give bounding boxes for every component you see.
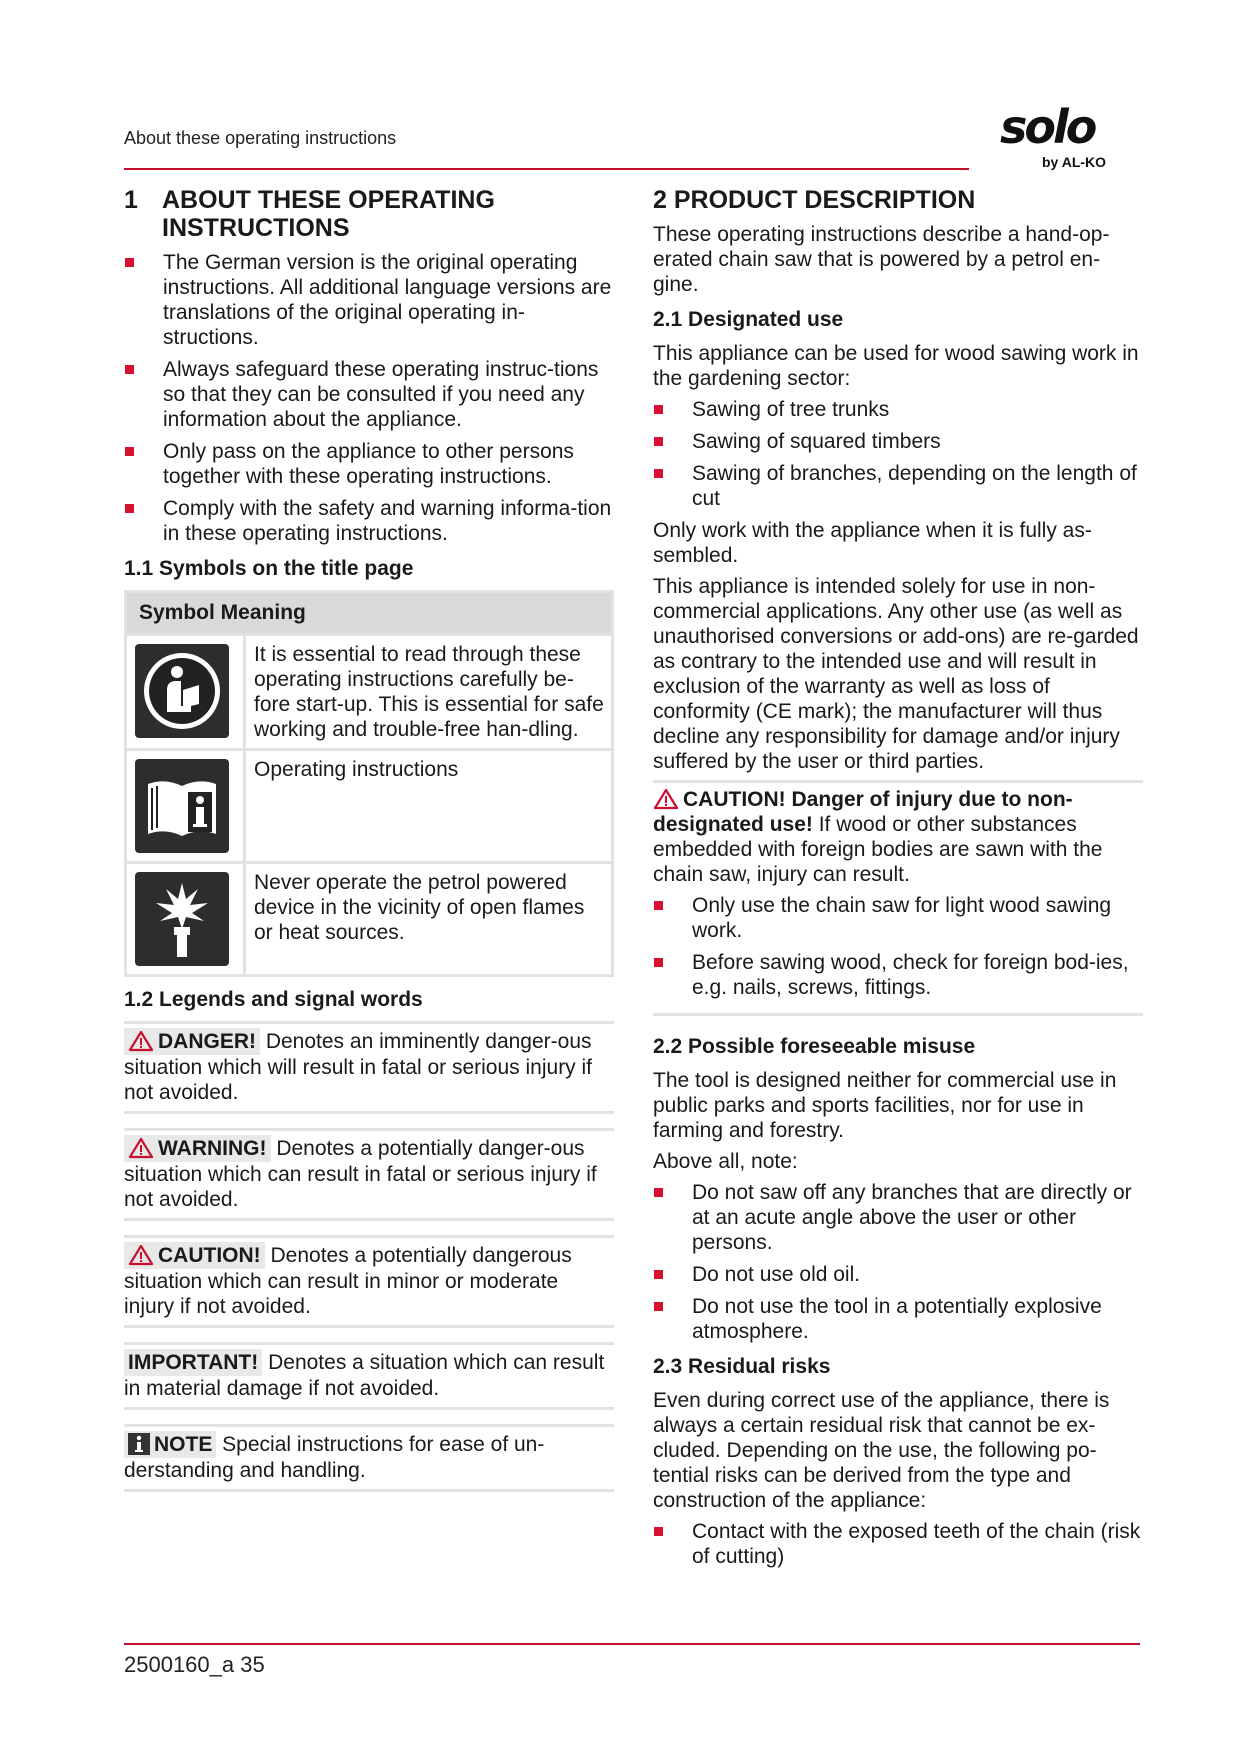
- bullet-square-icon: [125, 258, 134, 267]
- list-item-text: Before sawing wood, check for foreign bod-ies, e.g. nails, screws, fittings.: [692, 951, 1129, 999]
- section-title: PRODUCT DESCRIPTION: [673, 186, 976, 214]
- designated-use-list: [653, 397, 1143, 511]
- table-row: [126, 750, 613, 863]
- table-row: [126, 635, 613, 750]
- list-item-text: Do not use the tool in a potentially explosive atmosphere.: [692, 1295, 1102, 1343]
- table-row: [126, 863, 613, 976]
- warning-signal-box: [124, 1128, 614, 1221]
- solo-logo: [1000, 100, 1140, 176]
- caution-text: Denotes a potentially dangerous situation which can result in minor or moderate injury if not avoided.: [124, 1244, 572, 1318]
- left-column: [124, 186, 614, 1506]
- list-item: [653, 950, 1143, 1000]
- list-item: [653, 1180, 1143, 1255]
- caution-label: CAUTION! Danger of injury due to non-designated use!: [653, 788, 1073, 836]
- bullet-square-icon: [654, 901, 663, 910]
- list-item: [653, 1294, 1143, 1344]
- bullet-square-icon: [654, 437, 663, 446]
- table-header: Symbol Meaning: [126, 592, 613, 635]
- list-item-text: Do not saw off any branches that are directly or at an acute angle above the user or other persons.: [692, 1181, 1132, 1254]
- list-item: [124, 250, 614, 350]
- list-item: [653, 1519, 1143, 1569]
- bullet-square-icon: [654, 405, 663, 414]
- right-column: [653, 186, 1143, 1576]
- list-item-text: Sawing of tree trunks: [692, 398, 890, 421]
- danger-tag: [124, 1028, 260, 1055]
- section-1-2-heading: 1.2 Legends and signal words: [124, 988, 423, 1011]
- table-cell: Never operate the petrol powered device in the vicinity of open flames or heat sources.: [245, 863, 613, 976]
- list-item-text: Comply with the safety and warning informa-tion in these operating instructions.: [163, 497, 612, 545]
- bullet-square-icon: [125, 365, 134, 374]
- section-2-2-heading: 2.2 Possible foreseeable misuse: [653, 1035, 976, 1058]
- caution-tag: [124, 1242, 265, 1269]
- list-item-text: Always safeguard these operating instruc-tions so that they can be consulted if you need any information about the appliance.: [163, 358, 599, 431]
- paragraph: Even during correct use of the appliance, there is always a certain residual risk that cannot be ex-cluded. Depending on the use, the following po-tential risks can be derived from the type and construction of the appliance:: [653, 1389, 1110, 1512]
- section-1-heading: [124, 186, 614, 242]
- bullet-square-icon: [654, 1270, 663, 1279]
- caution-list: [653, 893, 1143, 1000]
- warning-triangle-icon: [653, 788, 679, 810]
- section-number: 1: [124, 186, 138, 214]
- misuse-list: [653, 1180, 1143, 1344]
- operating-instructions-book-icon: [135, 759, 229, 853]
- running-header: About these operating instructions: [124, 128, 397, 148]
- icon-cell: [126, 635, 245, 750]
- read-manual-icon: [135, 644, 229, 738]
- paragraph: Only work with the appliance when it is fully as-sembled.: [653, 519, 1092, 567]
- important-tag: [124, 1349, 262, 1376]
- important-text: Denotes a situation which can result in material damage if not avoided.: [124, 1351, 605, 1400]
- warning-triangle-icon: [128, 1030, 154, 1052]
- section-title: ABOUT THESE OPERATING INSTRUCTIONS: [162, 186, 495, 242]
- header-rule: [124, 168, 969, 170]
- note-text: Special instructions for ease of un-derstanding and handling.: [124, 1433, 545, 1482]
- table-cell: Operating instructions: [245, 750, 613, 863]
- section-2-1-heading: 2.1 Designated use: [653, 308, 844, 331]
- list-item: [124, 439, 614, 489]
- bullet-square-icon: [654, 1188, 663, 1197]
- section-number: 2: [653, 186, 667, 214]
- list-item: [124, 357, 614, 432]
- list-item: [653, 429, 1143, 454]
- residual-risks-list: [653, 1519, 1143, 1569]
- bullet-square-icon: [125, 447, 134, 456]
- section-2-intro: These operating instructions describe a hand-op-erated chain saw that is powered by a petrol en-gine.: [653, 223, 1110, 296]
- info-icon: [128, 1433, 150, 1455]
- list-item: [653, 1262, 1143, 1287]
- note-label: NOTE: [154, 1433, 213, 1456]
- warning-tag: [124, 1135, 271, 1162]
- list-item: [124, 496, 614, 546]
- list-item-text: Contact with the exposed teeth of the chain (risk of cutting): [692, 1520, 1141, 1568]
- danger-text: Denotes an imminently danger-ous situation which will result in fatal or serious injury if not avoided.: [124, 1030, 593, 1104]
- list-item-text: Only use the chain saw for light wood sawing work.: [692, 894, 1112, 942]
- section-2-heading: [653, 186, 1143, 214]
- list-item-text: The German version is the original operating instructions. All additional language versions are translations of the original operating in-structions.: [163, 251, 612, 349]
- list-item-text: Do not use old oil.: [692, 1263, 861, 1286]
- important-signal-box: [124, 1342, 614, 1410]
- icon-cell: [126, 750, 245, 863]
- paragraph: This appliance can be used for wood sawing work in the gardening sector:: [653, 342, 1139, 390]
- section-1-list: [124, 250, 614, 546]
- list-item: [653, 397, 1143, 422]
- caution-label: CAUTION!: [158, 1244, 261, 1267]
- bullet-square-icon: [654, 1527, 663, 1536]
- list-item: [653, 893, 1143, 943]
- logo-subtitle: by AL-KO: [1042, 154, 1107, 170]
- warning-triangle-icon: [128, 1244, 154, 1266]
- warning-triangle-icon: [128, 1137, 154, 1159]
- caution-paragraph: [653, 787, 1143, 887]
- bullet-square-icon: [654, 958, 663, 967]
- caution-box: [653, 780, 1143, 1016]
- paragraph: This appliance is intended solely for use in non-commercial applications. Any other use (as well as unauthorised conversions or add-ons) are re-garded as contrary to the intended use and will result in exclusion of the warranty as well as loss of conformity (CE mark); the manufacturer will thus decline any responsibility for damage and/or injury suffered by the user or third parties.: [653, 575, 1139, 773]
- paragraph: The tool is designed neither for commercial use in public parks and sports facilities, nor for use in farming and forestry.: [653, 1069, 1117, 1142]
- note-tag: [124, 1431, 216, 1458]
- table-header-row: [126, 592, 613, 635]
- list-item-text: Sawing of branches, depending on the length of cut: [692, 462, 1137, 510]
- important-label: IMPORTANT!: [128, 1351, 259, 1374]
- bullet-square-icon: [654, 469, 663, 478]
- icon-cell: [126, 863, 245, 976]
- paragraph: Above all, note:: [653, 1150, 798, 1173]
- caution-signal-box: [124, 1235, 614, 1328]
- page-footer: 2500160_a 35: [124, 1652, 265, 1677]
- section-1-1-heading: 1.1 Symbols on the title page: [124, 557, 414, 580]
- bullet-square-icon: [125, 504, 134, 513]
- section-2-3-heading: 2.3 Residual risks: [653, 1355, 831, 1378]
- list-item: [653, 461, 1143, 511]
- caution-text: If wood or other substances embedded with foreign bodies are sawn with the chain saw, injury can result.: [653, 813, 1103, 886]
- warning-label: WARNING!: [158, 1137, 267, 1160]
- note-signal-box: [124, 1424, 614, 1492]
- no-open-flames-icon: [135, 872, 229, 966]
- table-cell: It is essential to read through these operating instructions carefully be-fore start-up. This is essential for safe working and trouble-free han-dling.: [245, 635, 613, 750]
- warning-text: Denotes a potentially danger-ous situation which can result in fatal or serious injury if not avoided.: [124, 1137, 597, 1211]
- logo-wordmark: solo: [1000, 100, 1095, 154]
- list-item-text: Only pass on the appliance to other persons together with these operating instructions.: [163, 440, 574, 488]
- danger-signal-box: [124, 1021, 614, 1114]
- list-item-text: Sawing of squared timbers: [692, 430, 941, 453]
- footer-rule: [124, 1643, 1140, 1645]
- symbols-table: [124, 590, 614, 977]
- bullet-square-icon: [654, 1302, 663, 1311]
- danger-label: DANGER!: [158, 1030, 256, 1053]
